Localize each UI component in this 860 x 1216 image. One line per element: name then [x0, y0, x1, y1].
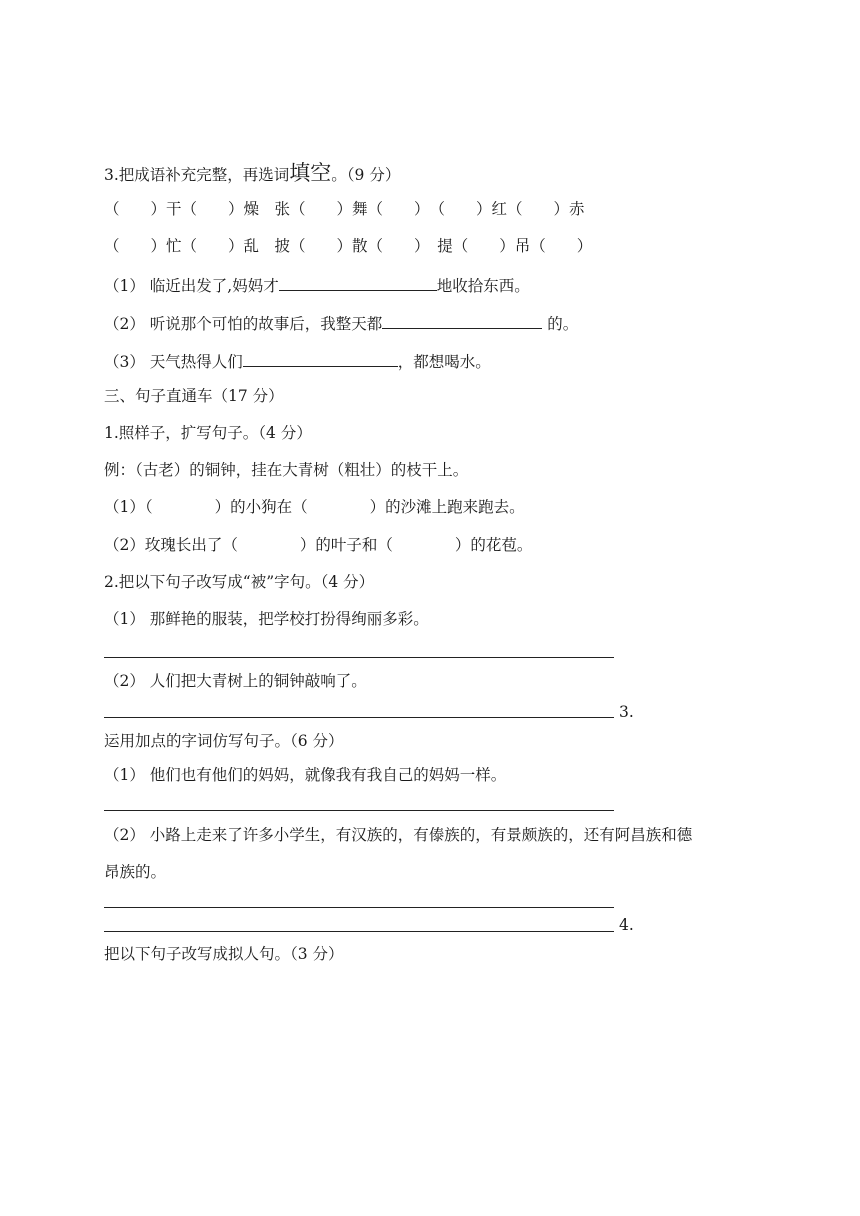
fill-blank-2[interactable]: [382, 312, 542, 329]
q3-heading-prefix: 3.把成语补充完整，再选词: [104, 166, 290, 184]
fill-item-1-prefix: （1） 临近出发了,妈妈才: [104, 277, 279, 295]
task-4-title: 把以下句子改写成拟人句。（3 分）: [104, 945, 344, 963]
task-3-title: 运用加点的字词仿写句子。（6 分）: [104, 732, 344, 750]
section-3-title: 三、句子直通车（17 分）: [104, 387, 284, 405]
task-1-title: 1.照样子，扩写句子。（4 分）: [104, 424, 312, 442]
fill-blank-3[interactable]: [243, 350, 398, 367]
answer-line-3-2b[interactable]: [104, 931, 614, 932]
fill-item-3-suffix: ，都想喝水。: [397, 353, 491, 371]
fill-item-1: [104, 274, 530, 296]
task-3-item-1: （1） 他们也有他们的妈妈，就像我有我自己的妈妈一样。: [104, 766, 507, 784]
idiom-row-2: （ ）忙（ ）乱 披（ ）散（ ） 提（ ）吊（ ）: [104, 237, 593, 255]
fill-item-2-prefix: （2） 听说那个可怕的故事后，我整天都: [104, 315, 383, 333]
task-3-number: 3.: [619, 703, 634, 721]
answer-line-3-2a[interactable]: [104, 907, 614, 908]
fill-item-3: [104, 350, 491, 372]
idiom-row-1: （ ）干（ ）燥 张（ ）舞（ ） （ ）红（ ）赤: [104, 200, 585, 218]
task-1-item-2: （2）玫瑰长出了（ ）的叶子和（ ）的花苞。: [104, 536, 533, 554]
q3-heading: [104, 163, 400, 185]
q3-heading-emphasis: 填空: [289, 161, 332, 185]
task-3-item-2-line-1: （2） 小路上走来了许多小学生，有汉族的，有傣族的，有景颇族的，还有阿昌族和德: [104, 826, 693, 844]
answer-line-2-1[interactable]: [104, 657, 614, 658]
task-1-example: 例：（古老）的铜钟，挂在大青树（粗壮）的枝干上。: [104, 461, 469, 479]
fill-item-2: [104, 312, 578, 334]
fill-blank-1[interactable]: [279, 274, 437, 291]
task-2-title: 2.把以下句子改写成“被”字句。（4 分）: [104, 573, 375, 591]
fill-item-1-suffix: 地收拾东西。: [436, 277, 530, 295]
answer-line-3-1[interactable]: [104, 810, 614, 811]
task-2-item-2: （2） 人们把大青树上的铜钟敲响了。: [104, 672, 367, 690]
q3-heading-suffix: 。（9 分）: [331, 166, 401, 184]
task-2-item-1: （1） 那鲜艳的服装，把学校打扮得绚丽多彩。: [104, 610, 429, 628]
task-3-item-2-line-2: 昂族的。: [104, 863, 167, 881]
task-4-number: 4.: [619, 916, 634, 934]
answer-line-2-2[interactable]: [104, 717, 614, 718]
fill-item-2-suffix: 的。: [542, 315, 579, 333]
task-1-item-1: （1）（ ）的小狗在（ ）的沙滩上跑来跑去。: [104, 498, 525, 516]
fill-item-3-prefix: （3） 天气热得人们: [104, 353, 243, 371]
